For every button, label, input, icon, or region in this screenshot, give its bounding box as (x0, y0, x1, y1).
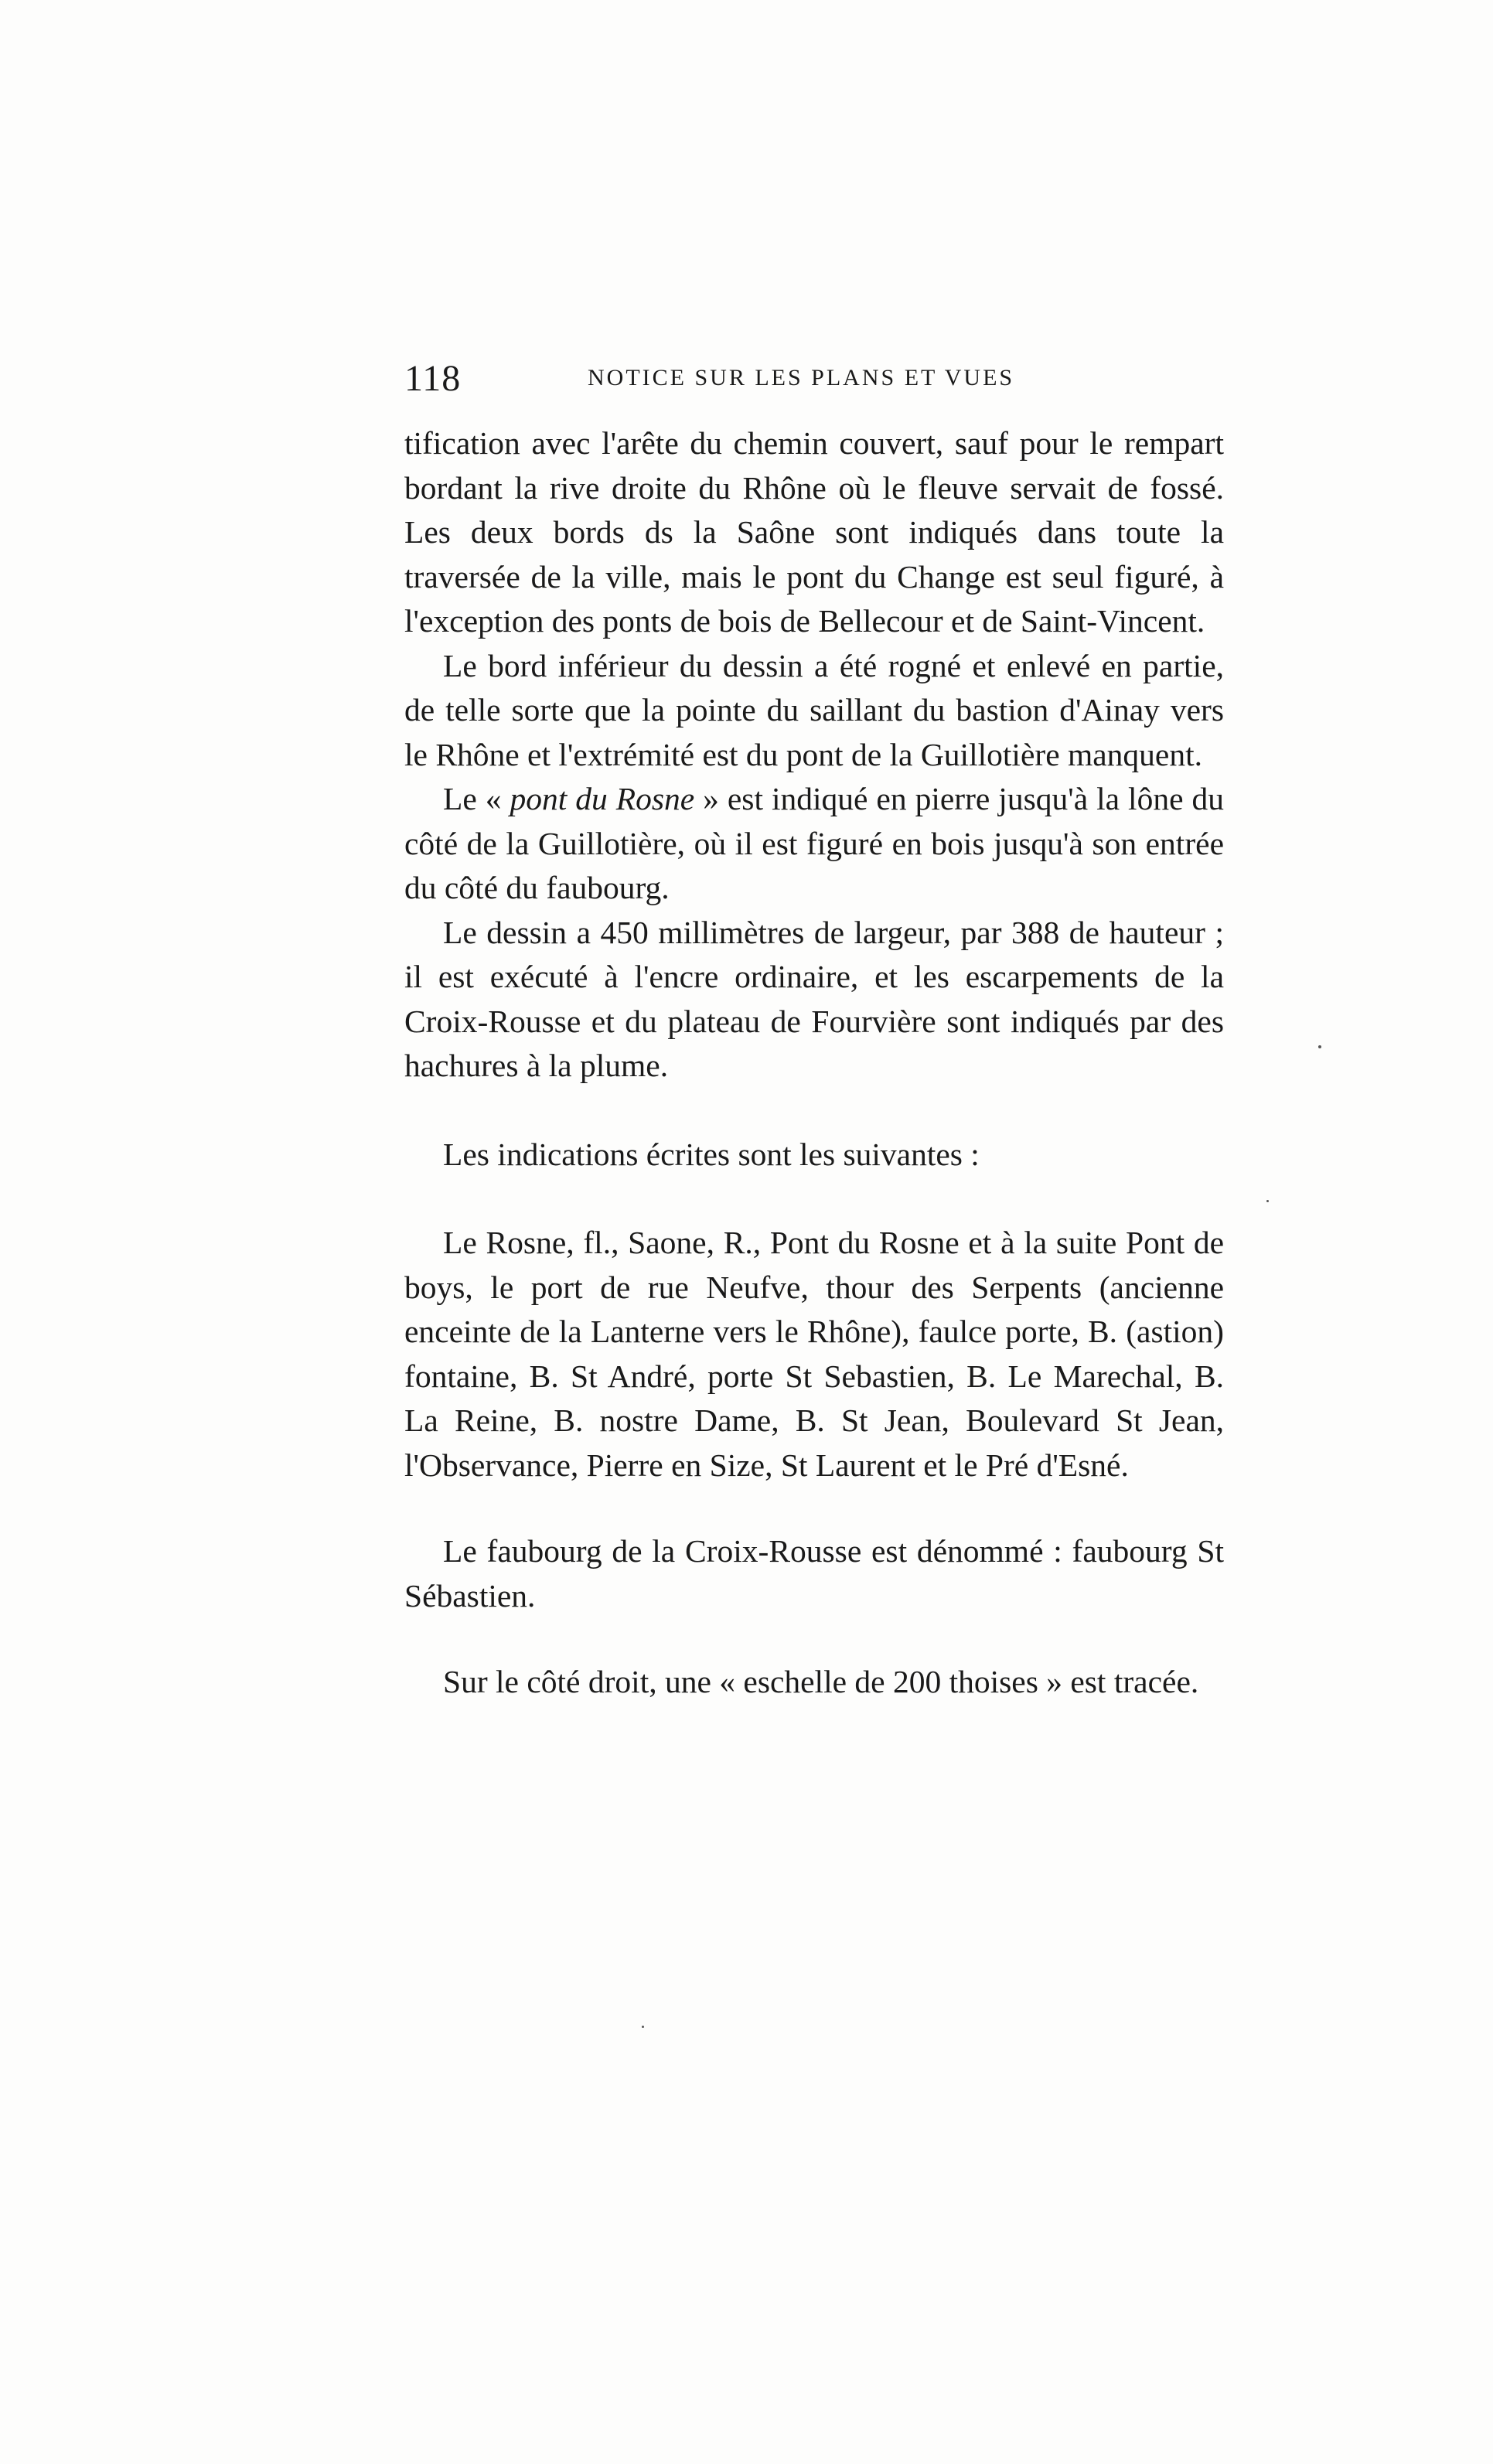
paragraph-pont-du-rosne (404, 777, 1224, 911)
running-title: NOTICE SUR LES PLANS ET VUES (588, 365, 1015, 390)
pont-du-rosne-italic: pont du Rosne (510, 781, 695, 816)
pont-text-after: » est indiqué en pierre jusqu'à la lône du côté de la Guillotière, où il est figuré en bois jusqu'à son entrée du côté du faubourg. (404, 781, 1224, 905)
paragraph-bord-inferieur: Le bord inférieur du dessin a été rogné et enlevé en partie, de telle sorte que la pointe du saillant du bastion d'Ainay vers le Rhône et l'extrémité est du pont de la Guillotière manquent. (404, 647, 1224, 772)
paragraph-eschelle: Sur le côté droit, une « eschelle de 200 thoises » est tracée. (443, 1664, 1199, 1699)
page-header (404, 357, 1224, 411)
paragraph-fortification: tification avec l'arête du chemin couvert, sauf pour le rempart bordant la rive droite du Rhône où le fleuve servait de fossé. Les deux bords ds la Saône sont indiqués dans toute la traversée de la ville, mais le pont du Change est seul figuré, à l'exception des ponts de bois de Bellecour et de Saint-Vincent. (404, 425, 1224, 639)
page-speck (642, 2026, 644, 2028)
pont-text-before: Le « (443, 781, 510, 816)
paragraph-dimensions: Le dessin a 450 millimètres de largeur, par 388 de hauteur ; il est exécuté à l'encre ordinaire, et les escarpements de la Croix-Rousse et du plateau de Fourvière sont indiqués par des hachures à la plume. (404, 914, 1224, 1083)
page-body (404, 421, 1224, 1705)
page-number: 118 (404, 358, 462, 399)
paragraph-indications-intro: Les indications écrites sont les suivantes : (443, 1136, 980, 1172)
paragraph-place-names: Le Rosne, fl., Saone, R., Pont du Rosne et à la suite Pont de boys, le port de rue Neufve, thour des Serpents (ancienne enceinte de la Lanterne vers le Rhône), faulce porte, B. (astion) fontaine, B. St André, porte St Sebastien, B. Le Marechal, B. La Reine, B. nostre Dame, B. St Jean, Boulevard St Jean, l'Observance, Pierre en Size, St Laurent et le Pré d'Esné. (404, 1225, 1224, 1483)
page-speck (1318, 1045, 1321, 1048)
paragraph-faubourg: Le faubourg de la Croix-Rousse est dénommé : faubourg St Sébastien. (404, 1533, 1224, 1614)
page-speck (1266, 1200, 1269, 1202)
